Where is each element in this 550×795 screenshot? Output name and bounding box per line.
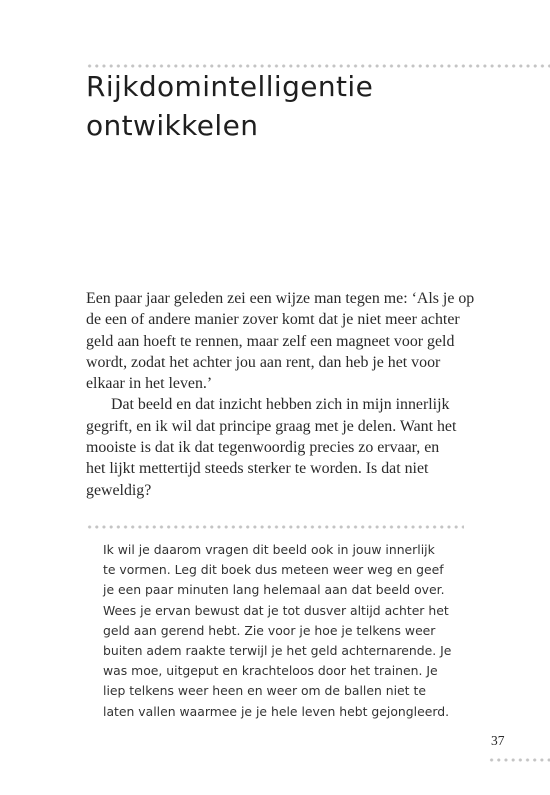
text-line: de een of andere manier zover komt dat je niet meer achter [86,311,460,329]
exercise-line: liep telkens weer heen en weer om de ballen niet te [103,683,426,699]
exercise-line: laten vallen waarmee je je hele leven hebt gejongleerd. [103,703,450,719]
body-text [86,288,475,501]
chapter-title [86,67,373,145]
exercise-line: was moe, uitgeput en krachteloos door het trainen. Je [103,663,438,679]
paragraph-2 [86,394,458,500]
paragraph-1 [86,288,475,394]
exercise-line: je een paar minuten lang helemaal aan dat beeld over. [103,582,445,598]
chapter-title-line-2: ontwikkelen [86,109,259,142]
text-line: geld aan hoeft te rennen, maar zelf een magneet voor geld [86,332,455,350]
chapter-title-line-1: Rijkdomintelligentie [86,70,374,103]
text-line: gegrift, en ik wil dat principe graag met je delen. Want het [86,417,457,435]
page-number: 37 [491,733,505,748]
exercise-line: te vormen. Leg dit boek dus meteen weer weg en geef [103,562,444,578]
exercise-line: Wees je ervan bewust dat je tot dusver altijd achter het [103,602,449,618]
exercise-line: Ik wil je daarom vragen dit beeld ook in jouw innerlijk [103,542,435,557]
text-line: mooiste is dat ik dat tegenwoordig precies zo ervaar, en [86,439,440,457]
text-line: Dat beeld en dat inzicht hebben zich in mijn innerlijk [111,396,450,414]
dotted-rule-exercise [86,525,464,529]
dotted-rule-bottom [488,758,550,762]
text-line: Een paar jaar geleden zei een wijze man tegen me: ‘Als je op [86,290,475,307]
text-line: geweldig? [86,481,152,499]
exercise-line: buiten adem raakte terwijl je het geld achternarende. Je [103,643,452,659]
text-line: elkaar in het leven.’ [86,375,213,393]
text-line: het lijkt mettertijd steeds sterker te worden. Is dat niet [86,460,429,478]
text-line: wordt, zodat het achter jou aan rent, dan heb je het voor [86,353,441,371]
exercise-line: geld aan gerend hebt. Zie voor je hoe je telkens weer [103,622,436,638]
exercise-box [103,540,465,722]
